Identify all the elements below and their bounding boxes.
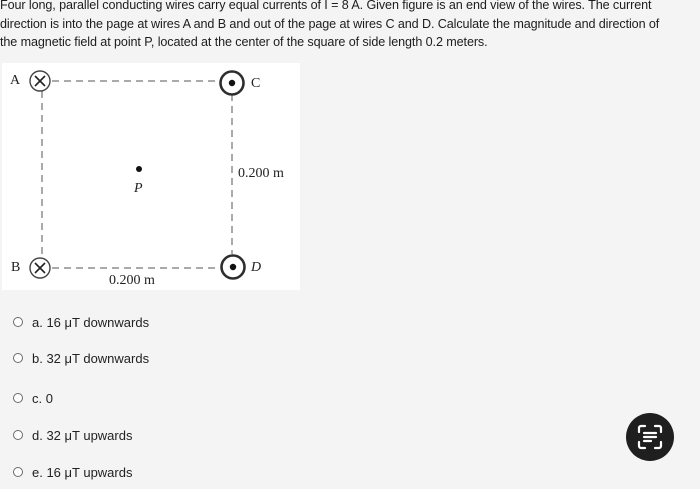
wire-b-label: B [11, 260, 21, 275]
option-b-label: b. 32 μT downwards [32, 350, 150, 366]
question-line: direction is into the page at wires A and B and out of the page at wires C and D. Calculate the magnitude and direction of [0, 16, 660, 31]
option-b[interactable] [13, 348, 149, 368]
option-a-label: a. 16 μT downwards [32, 314, 150, 330]
option-c-label: c. 0 [32, 390, 53, 406]
question-line: Four long, parallel conducting wires carry equal currents of I = 8 A. Given figure is an end view of the wires. The current [0, 0, 652, 12]
option-e[interactable] [13, 462, 132, 482]
option-a[interactable] [13, 312, 149, 332]
option-e-radio[interactable] [13, 467, 23, 477]
horizontal-side-length-label: 0.200 m [109, 273, 155, 288]
option-d-radio[interactable] [13, 430, 23, 440]
option-c[interactable] [13, 388, 53, 408]
option-d[interactable] [13, 425, 132, 445]
wire-a-into-page-icon [30, 71, 50, 91]
point-p-dot [136, 166, 142, 172]
option-d-label: d. 32 μT upwards [32, 427, 133, 443]
option-b-radio[interactable] [13, 353, 23, 363]
wire-d-label: D [251, 260, 262, 275]
text-scan-icon [636, 423, 664, 451]
question-text [0, 0, 700, 52]
option-c-radio[interactable] [13, 393, 23, 403]
wire-c-out-of-page-icon [221, 72, 244, 95]
wire-d-out-of-page-icon [222, 256, 245, 279]
option-e-label: e. 16 μT upwards [32, 464, 133, 480]
option-a-radio[interactable] [13, 317, 23, 327]
wire-a-label: A [10, 73, 21, 88]
wire-b-into-page-icon [30, 258, 50, 278]
text-scan-button[interactable] [626, 413, 674, 461]
wire-c-label: C [251, 76, 261, 91]
vertical-side-length-label: 0.200 m [238, 166, 284, 181]
question-line: the magnetic field at point P, located at the center of the square of side length 0.2 meters. [0, 35, 488, 49]
wire-diagram [2, 63, 300, 290]
point-p-label: P [134, 181, 143, 196]
